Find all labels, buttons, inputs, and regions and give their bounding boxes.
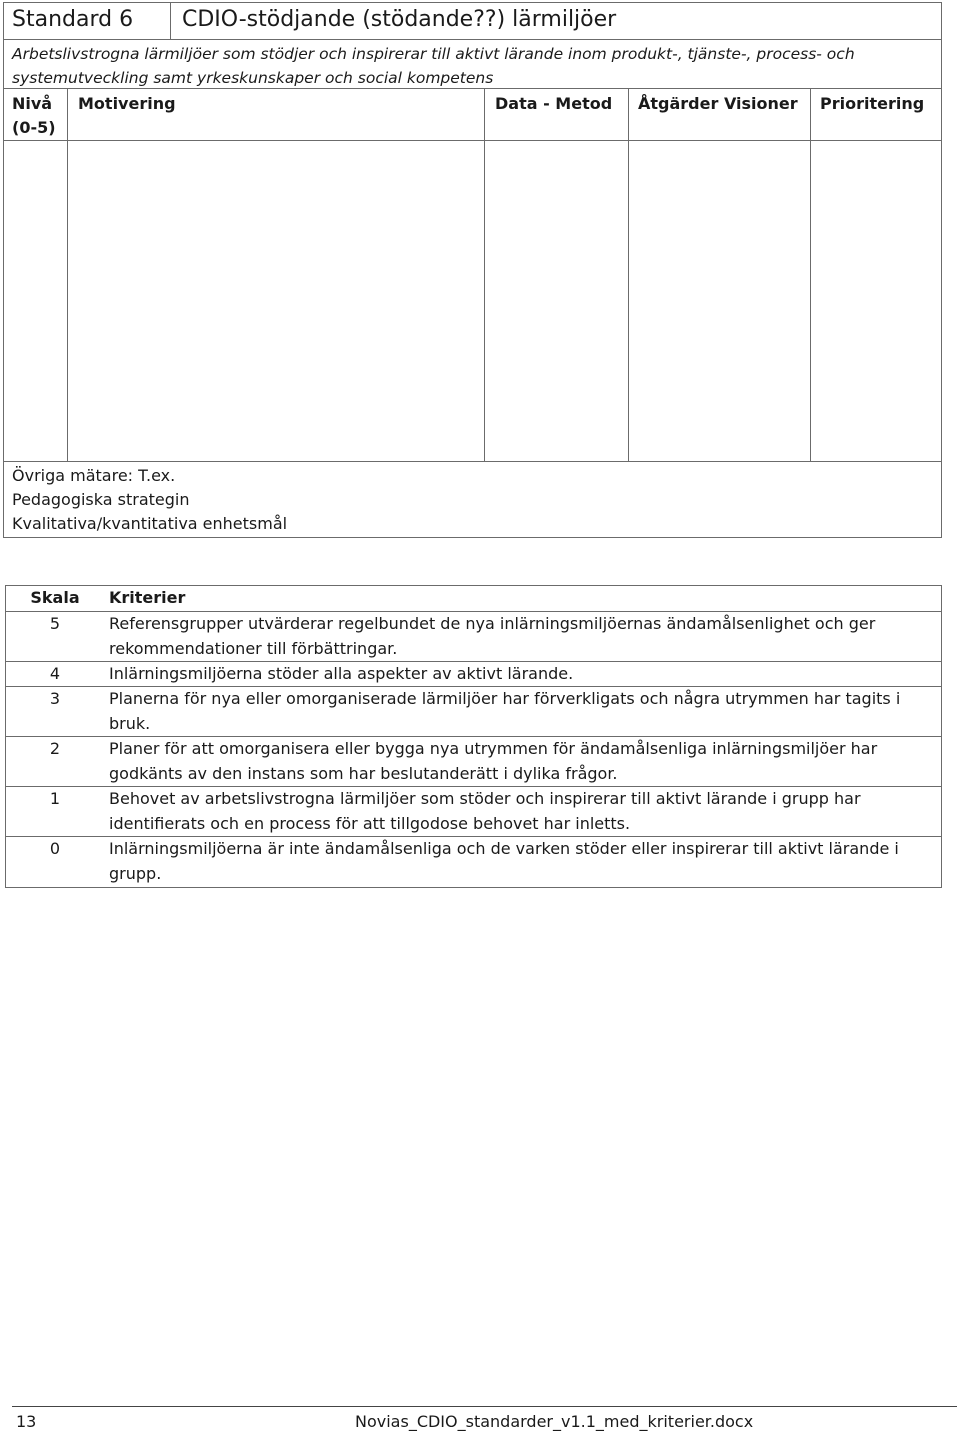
criteria-text-line: Planer för att omorganisera eller bygga nya utrymmen för ändamålsenliga inlärningsmiljöer har [109,739,878,758]
column-header-atgarder-visioner: Åtgärder Visioner [638,94,798,113]
criteria-scale-value: 5 [49,614,61,633]
criteria-text-line: identifierats och en process för att tillgodose behovet har inletts. [109,814,631,833]
criteria-scale-value: 0 [49,839,61,858]
standard-number: Standard 6 [12,7,134,32]
column-header-prioritering: Prioritering [820,94,925,113]
other-metrics-line-3: Kvalitativa/kvantitativa enhetsmål [12,514,288,533]
criteria-text-line: godkänts av den instans som har beslutanderätt i dylika frågor. [109,764,618,783]
criteria-text-line: grupp. [109,864,162,883]
header-skala: Skala [30,588,80,607]
column-header-niva-range: (0-5) [12,118,56,137]
column-header-motivering: Motivering [78,94,176,113]
page-number: 13 [16,1412,37,1431]
criteria-text-line: Referensgrupper utvärderar regelbundet de nya inlärningsmiljöernas ändamålsenlighet och ger [109,614,876,633]
criteria-scale-value: 4 [49,664,61,683]
footer-divider [12,1406,957,1407]
standard-description-line-2: systemutveckling samt yrkeskunskaper och social kompetens [12,69,494,87]
other-metrics-line-2: Pedagogiska strategin [12,490,190,509]
criteria-scale-value: 3 [49,689,61,708]
criteria-text-line: Planerna för nya eller omorganiserade lärmiljöer har förverkligats och några utrymmen har tagits i [109,689,901,708]
column-header-data-metod: Data - Metod [495,94,613,113]
footer-filename: Novias_CDIO_standarder_v1.1_med_kriterier.docx [355,1412,754,1431]
column-header-niva: Nivå [12,94,53,113]
header-kriterier: Kriterier [109,588,186,607]
criteria-scale-value: 2 [49,739,61,758]
other-metrics-line-1: Övriga mätare: T.ex. [12,466,176,485]
criteria-text-line: Behovet av arbetslivstrogna lärmiljöer som stöder och inspirerar till aktivt lärande i grupp har [109,789,861,808]
criteria-text-line: Inlärningsmiljöerna stöder alla aspekter av aktivt lärande. [109,664,574,683]
standard-description-line-1: Arbetslivstrogna lärmiljöer som stödjer och inspirerar till aktivt lärande inom produkt-, tjänste-, process- och [12,45,855,63]
criteria-scale-value: 1 [49,789,61,808]
criteria-text-line: Inlärningsmiljöerna är inte ändamålsenliga och de varken stöder eller inspirerar till aktivt lärande i [109,839,899,858]
standard-title: CDIO-stödjande (stödande??) lärmiljöer [182,7,617,32]
criteria-table [5,585,942,888]
criteria-text-line: rekommendationer till förbättringar. [109,639,398,658]
criteria-text-line: bruk. [109,714,151,733]
